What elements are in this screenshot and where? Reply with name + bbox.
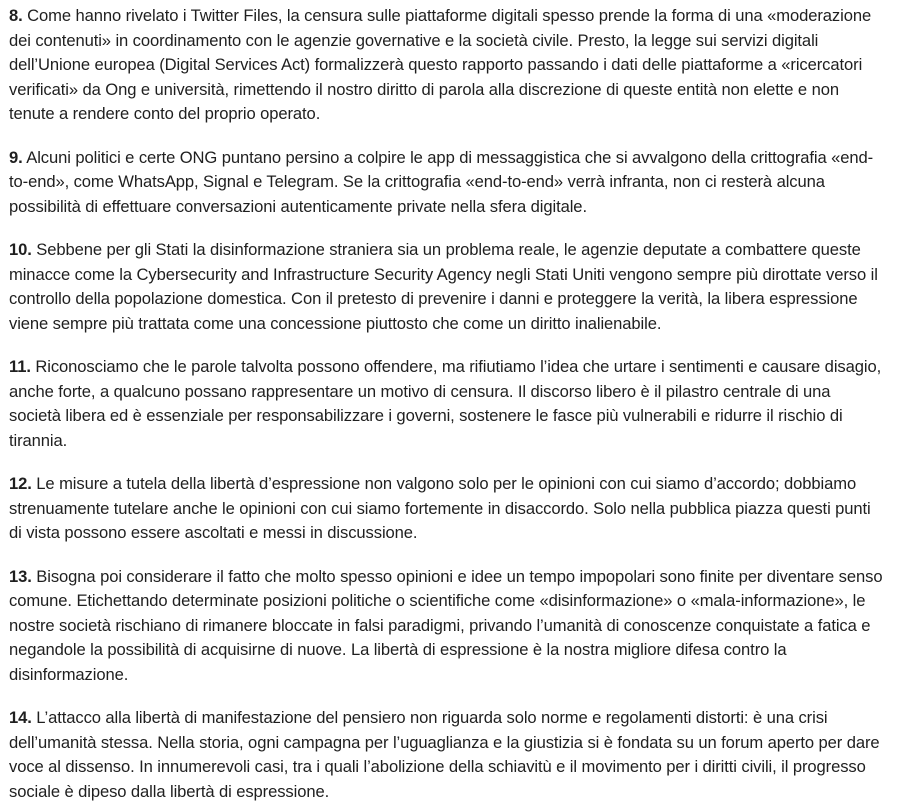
paragraph-number: 11. [9,357,31,376]
paragraph-number: 8. [9,6,23,25]
paragraph-text: Bisogna poi considerare il fatto che molto spesso opinioni e idee un tempo impopolari sono finite per diventare senso comune. Etichettando determinate posizioni politiche o scientifiche come «disinformazione» o «mala-informazione», le nostre società rischiano di rimanere bloccate in falsi paradigmi, privando l’umanità di conoscenze conquistate a fatica e negandole la possibilità di acquisirne di nuove. La libertà di espressione è la nostra migliore difesa contro la disinformazione. [9,566,883,684]
paragraph-text: Alcuni politici e certe ONG puntano persino a colpire le app di messaggistica che si avvalgono della crittografia «end-to-end», come WhatsApp, Signal e Telegram. Se la crittografia «end-to-end» verrà infranta, non ci resterà alcuna possibilità di effettuare conversazioni autenticamente private nella sfera digitale. [9,147,874,216]
paragraph-12 [9,472,883,546]
paragraph-number: 14. [9,708,32,727]
paragraph-13 [9,565,883,688]
paragraph-8 [9,4,883,127]
paragraph-number: 13. [9,566,32,586]
paragraph-text: Come hanno rivelato i Twitter Files, la censura sulle piattaforme digitali spesso prende la forma di una «moderazione dei contenuti» in coordinamento con le agenzie governative e la società civile. Presto, la legge sui servizi digitali dell’Unione europea (Digital Services Act) formalizzerà questo rapporto passando i dati delle piattaforme a «ricercatori verificati» da Ong e università, rimettendo il nostro diritto di parola alla discrezione di queste entità non elette e non tenute a rendere conto del proprio operato. [9,6,872,123]
paragraph-number: 12. [9,474,32,493]
paragraph-10 [9,238,883,336]
paragraph-text: L’attacco alla libertà di manifestazione del pensiero non riguarda solo norme e regolamenti distorti: è una crisi dell’umanità stessa. Nella storia, ogni campagna per l’uguaglianza e la giustizia si è fondata su un forum aperto per dare voce al dissenso. In innumerevoli casi, tra i quali l’abolizione della schiavitù e il movimento per i diritti civili, il progresso sociale è dipeso dalla libertà di espressione. [9,708,880,801]
paragraph-14 [9,706,883,804]
paragraph-number: 9. [9,147,23,167]
paragraph-number: 10. [9,240,32,259]
paragraph-11 [9,355,883,453]
paragraph-text: Le misure a tutela della libertà d’espressione non valgono solo per le opinioni con cui siamo d’accordo; dobbiamo strenuamente tutelare anche le opinioni con cui siamo fortemente in disaccordo. Solo nella pubblica piazza questi punti di vista possono essere ascoltati e messi in discussione. [9,474,871,542]
paragraph-text: Sebbene per gli Stati la disinformazione straniera sia un problema reale, le agenzie deputate a combattere queste minacce come la Cybersecurity and Infrastructure Security Agency negli Stati Uniti vengono sempre più dirottate verso il controllo della popolazione domestica. Con il pretesto di prevenire i danni e proteggere la verità, la libera espressione viene sempre più trattata come una concessione piuttosto che come un diritto inalienabile. [9,240,878,333]
paragraph-text: Riconosciamo che le parole talvolta possono offendere, ma rifiutiamo l’idea che urtare i sentimenti e causare disagio, anche forte, a qualcuno possano rappresentare un motivo di censura. Il discorso libero è il pilastro centrale di una società libera ed è essenziale per responsabilizzare i governi, sostenere le fasce più vulnerabili e ridurre il rischio di tirannia. [9,357,882,450]
paragraph-9 [9,146,883,220]
